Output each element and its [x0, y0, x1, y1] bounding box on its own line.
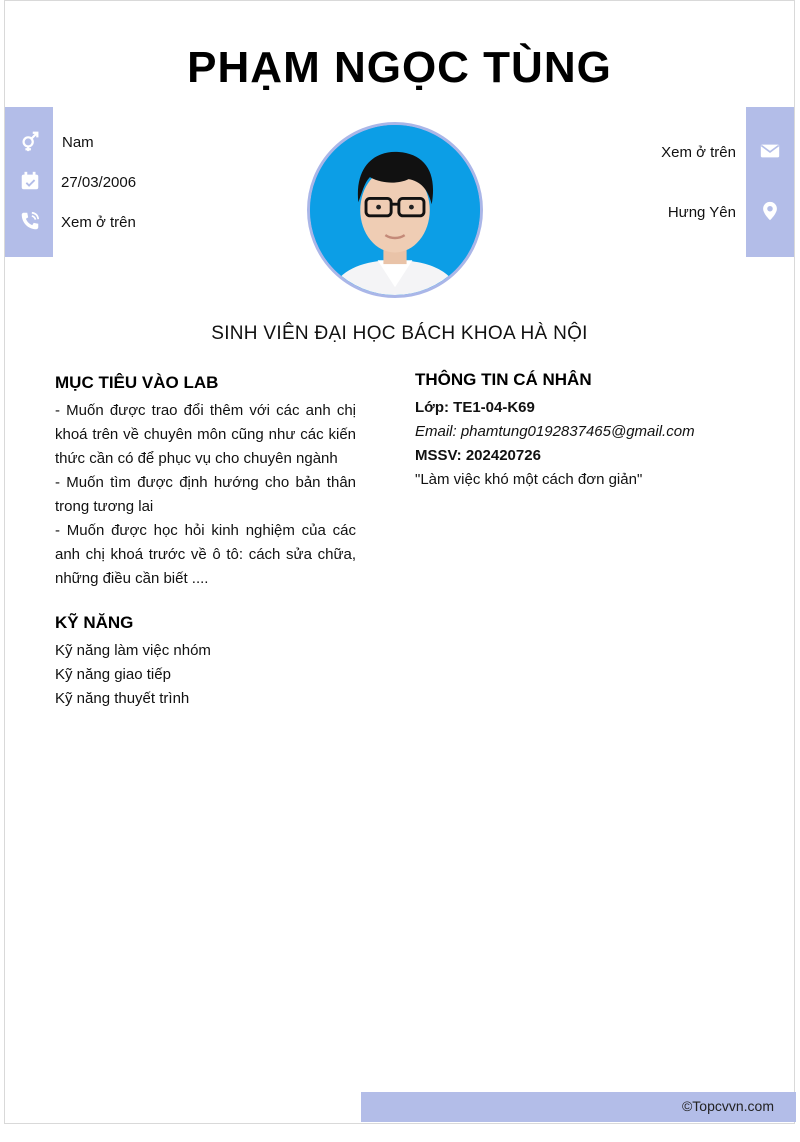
gender-icon: [19, 130, 41, 152]
student-id-line: MSSV: 202420726: [415, 447, 541, 464]
email-line: Email: phamtung0192837465@gmail.com: [415, 423, 695, 440]
calendar-icon: [19, 170, 41, 192]
class-line: Lớp: TE1-04-K69: [415, 399, 535, 416]
avatar: [307, 122, 483, 298]
skills-section: [55, 613, 356, 711]
location-text: Hưng Yên: [667, 204, 736, 221]
left-column: [55, 373, 356, 711]
personal-info-heading: THÔNG TIN CÁ NHÂN: [415, 370, 592, 389]
objective-item: - Muốn được học hỏi kinh nghiệm của các anh chị khoá trước về ô tô: cách sửa chữa, những điều cần biết ....: [55, 522, 356, 587]
cv-page: [4, 0, 795, 1124]
phone-text: Xem ở trên: [61, 214, 136, 231]
skill-item: Kỹ năng giao tiếp: [55, 666, 171, 683]
quote-line: "Làm việc khó một cách đơn giản": [415, 471, 643, 488]
footer-bar: [361, 1092, 796, 1122]
email-text: Xem ở trên: [661, 144, 736, 161]
objective-item: - Muốn tìm được định hướng cho bản thân trong tương lai: [55, 474, 356, 515]
left-contact-strip: [5, 107, 53, 257]
skills-heading: KỸ NĂNG: [55, 613, 134, 632]
skill-item: Kỹ năng thuyết trình: [55, 690, 190, 707]
objective-heading: MỤC TIÊU VÀO LAB: [55, 373, 219, 392]
right-contact-strip: [746, 107, 794, 257]
skill-item: Kỹ năng làm việc nhóm: [55, 642, 211, 659]
objective-item: - Muốn được trao đổi thêm với các anh chị khoá trên về chuyên môn cũng như các kiến thức cần có để phục vụ cho chuyên ngành: [55, 402, 356, 467]
cv-subtitle: SINH VIÊN ĐẠI HỌC BÁCH KHOA HÀ NỘI: [211, 323, 588, 344]
birthdate-text: 27/03/2006: [61, 174, 137, 191]
cv-name: PHẠM NGỌC TÙNG: [187, 43, 612, 92]
gender-text: Nam: [62, 134, 94, 151]
location-icon: [759, 200, 781, 222]
phone-icon: [19, 210, 41, 232]
right-column: [415, 370, 775, 492]
footer-credit: ©Topcvvn.com: [681, 1098, 774, 1114]
email-icon: [759, 140, 781, 162]
